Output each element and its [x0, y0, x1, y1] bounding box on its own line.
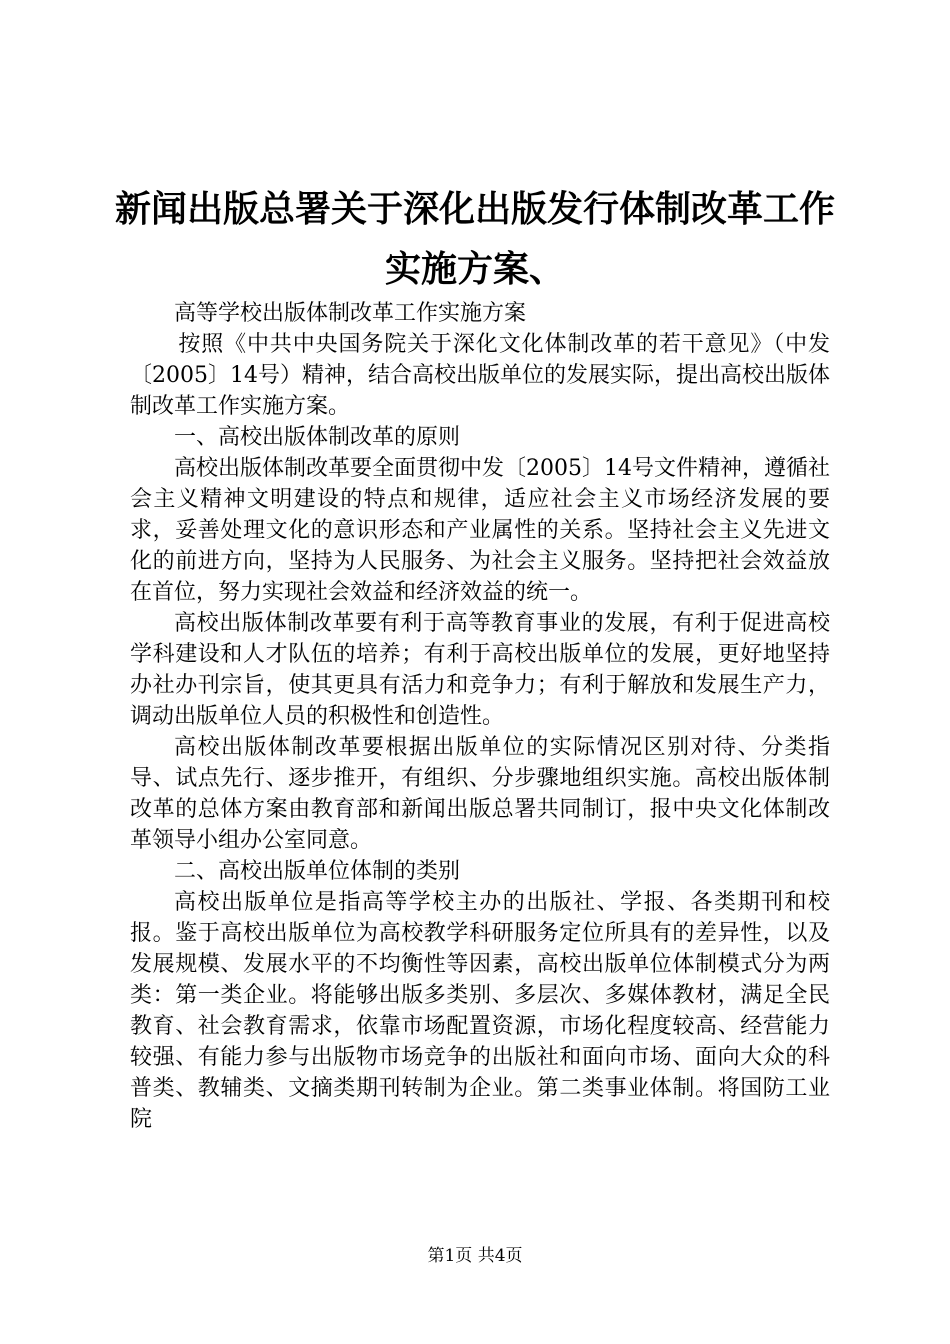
- page-number-footer: 第1页 共4页: [427, 1246, 523, 1266]
- document-title-line-1: 新闻出版总署关于深化出版发行体制改革工作: [114, 189, 835, 230]
- document-body: [130, 298, 830, 1135]
- paragraph: 高校出版体制改革要全面贯彻中发〔2005〕14号文件精神，遵循社会主义精神文明建设的特点和规律，适应社会主义市场经济发展的要求，妥善处理文化的意识形态和产业属性的关系。坚持社会主义先进文化的前进方向，坚持为人民服务、为社会主义服务。坚持把社会效益放在首位，努力实现社会效益和经济效益的统一。: [130, 456, 831, 605]
- paragraph: 按照《中共中央国务院关于深化文化体制改革的若干意见》（中发〔2005〕14号）精神，结合高校出版单位的发展实际，提出高校出版体制改革工作实施方案。: [130, 332, 830, 419]
- section-heading: 二、高校出版单位体制的类别: [174, 859, 461, 884]
- paragraph: 高校出版体制改革要有利于高等教育事业的发展，有利于促进高校学科建设和人才队伍的培养；有利于高校出版单位的发展，更好地坚持办社办刊宗旨，使其更具有活力和竞争力；有利于解放和发展生产力，调动出版单位人员的积极性和创造性。: [130, 611, 830, 729]
- paragraph: 高校出版单位是指高等学校主办的出版社、学报、各类期刊和校报。鉴于高校出版单位为高校教学科研服务定位所具有的差异性，以及发展规模、发展水平的不均衡性等因素，高校出版单位体制模式分为两类：第一类企业。将能够出版多类别、多层次、多媒体教材，满足全民教育、社会教育需求，依靠市场配置资源，市场化程度较高、经营能力较强、有能力参与出版物市场竞争的出版社和面向市场、面向大众的科普类、教辅类、文摘类期刊转制为企业。第二类事业体制。将国防工业院: [130, 890, 830, 1132]
- paragraph: 高校出版体制改革要根据出版单位的实际情况区别对待、分类指导、试点先行、逐步推开，有组织、分步骤地组织实施。高校出版体制改革的总体方案由教育部和新闻出版总署共同制订，报中央文化体制改革领导小组办公室同意。: [130, 735, 830, 853]
- document-title-line-2: 实施方案、: [384, 249, 565, 290]
- section-heading: 一、高校出版体制改革的原则: [174, 425, 461, 450]
- subtitle: 高等学校出版体制改革工作实施方案: [174, 301, 527, 326]
